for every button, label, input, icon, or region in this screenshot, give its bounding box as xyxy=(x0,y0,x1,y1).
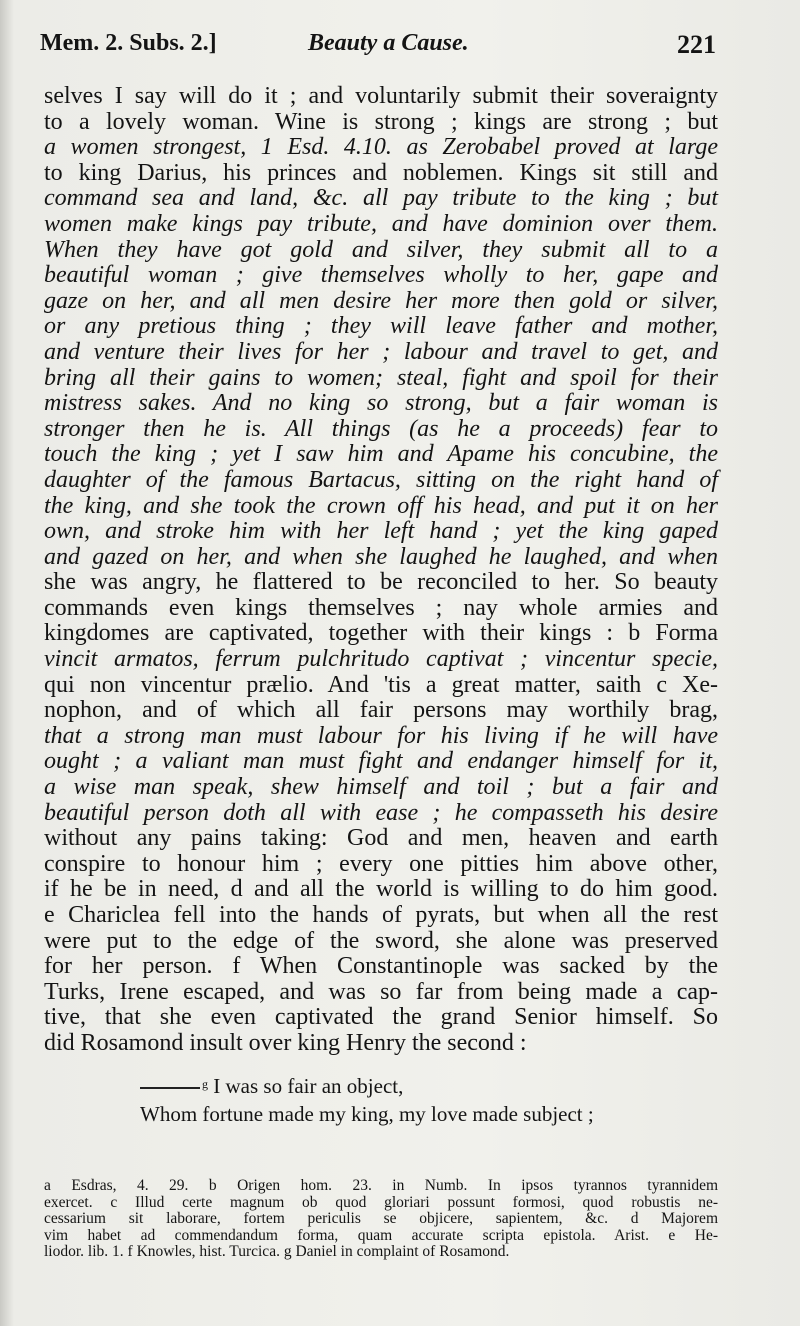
text-line: or any pretious thing ; they will leave father and mother, xyxy=(44,313,718,340)
verse-dash xyxy=(140,1087,200,1089)
text-line: for her person. f When Constantinople was sacked by the xyxy=(44,953,718,980)
text-line: nophon, and of which all fair persons may worthily brag, xyxy=(44,697,718,724)
text-line: kingdomes are captivated, together with their kings : b Forma xyxy=(44,620,718,647)
text-line: were put to the edge of the sword, she alone was preserved xyxy=(44,927,718,954)
text-line: the king, and she took the crown off his head, and put it on her xyxy=(44,492,718,519)
text-line: bring all their gains to women; steal, fight and spoil for their xyxy=(44,364,718,391)
text-line: e Chariclea fell into the hands of pyrats, but when all the rest xyxy=(44,902,718,928)
text-line: a wise man speak, shew himself and toil ; but a fair and xyxy=(44,774,718,801)
text-line: mistress sakes. And no king so strong, but a fair woman is xyxy=(44,390,718,417)
text-line: conspire to honour him ; every one pitties him above other, xyxy=(44,850,718,877)
text-line: stronger then he is. All things (as he a proceeds) fear to xyxy=(44,415,718,442)
text-line: ought ; a valiant man must fight and endanger himself for it, xyxy=(44,748,718,775)
text-line: touch the king ; yet I saw him and Apame his concubine, the xyxy=(44,441,718,468)
text-line: women make kings pay tribute, and have dominion over them. xyxy=(44,210,718,237)
verse-quotation xyxy=(140,1072,594,1128)
text-line: own, and stroke him with her left hand ; yet the king gaped xyxy=(44,518,718,545)
footnote-line: exercet. c Illud certe magnum ob quod gloriari possunt formosi, quod robustis ne- xyxy=(44,1193,718,1211)
page-number: 221 xyxy=(677,30,716,59)
text-line: qui non vincentur prælio. And 'tis a great matter, saith c Xe- xyxy=(44,671,718,698)
text-line: if he be in need, d and all the world is willing to do him good. xyxy=(44,876,718,903)
verse-line xyxy=(140,1072,594,1100)
text-line: tive, that she even captivated the grand Senior himself. So xyxy=(44,1004,718,1031)
text-line: to a lovely woman. Wine is strong ; kings are strong ; but xyxy=(44,108,718,135)
main-text xyxy=(44,84,718,1057)
footnote-line: a Esdras, 4. 29. b Origen hom. 23. in Numb. In ipsos tyrannos tyrannidem xyxy=(44,1177,718,1194)
footnote-line: liodor. lib. 1. f Knowles, hist. Turcica. g Daniel in complaint of Rosamond. xyxy=(44,1243,510,1260)
footnotes xyxy=(44,1178,718,1261)
text-line: and venture their lives for her ; labour and travel to get, and xyxy=(44,338,718,365)
text-line: selves I say will do it ; and voluntarily submit their soveraignty xyxy=(44,83,718,109)
text-line: vincit armatos, ferrum pulchritudo captivat ; vincentur specie, xyxy=(44,646,718,673)
text-line: to king Darius, his princes and noblemen. Kings sit still and xyxy=(44,159,718,186)
text-line: without any pains taking: God and men, heaven and earth xyxy=(44,825,718,852)
running-header xyxy=(40,30,716,66)
text-line: a women strongest, 1 Esd. 4.10. as Zerobabel proved at large xyxy=(44,134,718,161)
verse-line-text: I was so fair an object, xyxy=(213,1074,404,1098)
text-line: beautiful woman ; give themselves wholly to her, gape and xyxy=(44,262,718,289)
text-line: she was angry, he flattered to be reconciled to her. So beauty xyxy=(44,569,718,596)
text-line: gaze on her, and all men desire her more then gold or silver, xyxy=(44,287,718,314)
text-line: and gazed on her, and when she laughed he laughed, and when xyxy=(44,543,718,570)
footnote-marker: g xyxy=(202,1077,208,1091)
text-line: that a strong man must labour for his living if he will have xyxy=(44,722,718,749)
section-reference: Mem. 2. Subs. 2.] xyxy=(40,30,217,56)
footnote-line: vim habet ad commendandum forma, quam accurate scripta epistola. Arist. e He- xyxy=(44,1226,718,1244)
text-line: did Rosamond insult over king Henry the second : xyxy=(44,1029,527,1056)
text-line: daughter of the famous Bartacus, sitting on the right hand of xyxy=(44,466,718,493)
text-line: command sea and land, &c. all pay tribute to the king ; but xyxy=(44,185,718,212)
text-line: Turks, Irene escaped, and was so far from being made a cap- xyxy=(44,978,718,1005)
text-line: commands even kings themselves ; nay whole armies and xyxy=(44,594,718,621)
footnote-line: cessarium sit laborare, fortem periculis se objicere, sapientem, &c. d Majorem xyxy=(44,1210,718,1227)
text-line: beautiful person doth all with ease ; he compasseth his desire xyxy=(44,799,718,826)
text-line: When they have got gold and silver, they submit all to a xyxy=(44,236,718,263)
running-title: Beauty a Cause. xyxy=(308,30,469,56)
verse-line: Whom fortune made my king, my love made subject ; xyxy=(140,1102,594,1126)
